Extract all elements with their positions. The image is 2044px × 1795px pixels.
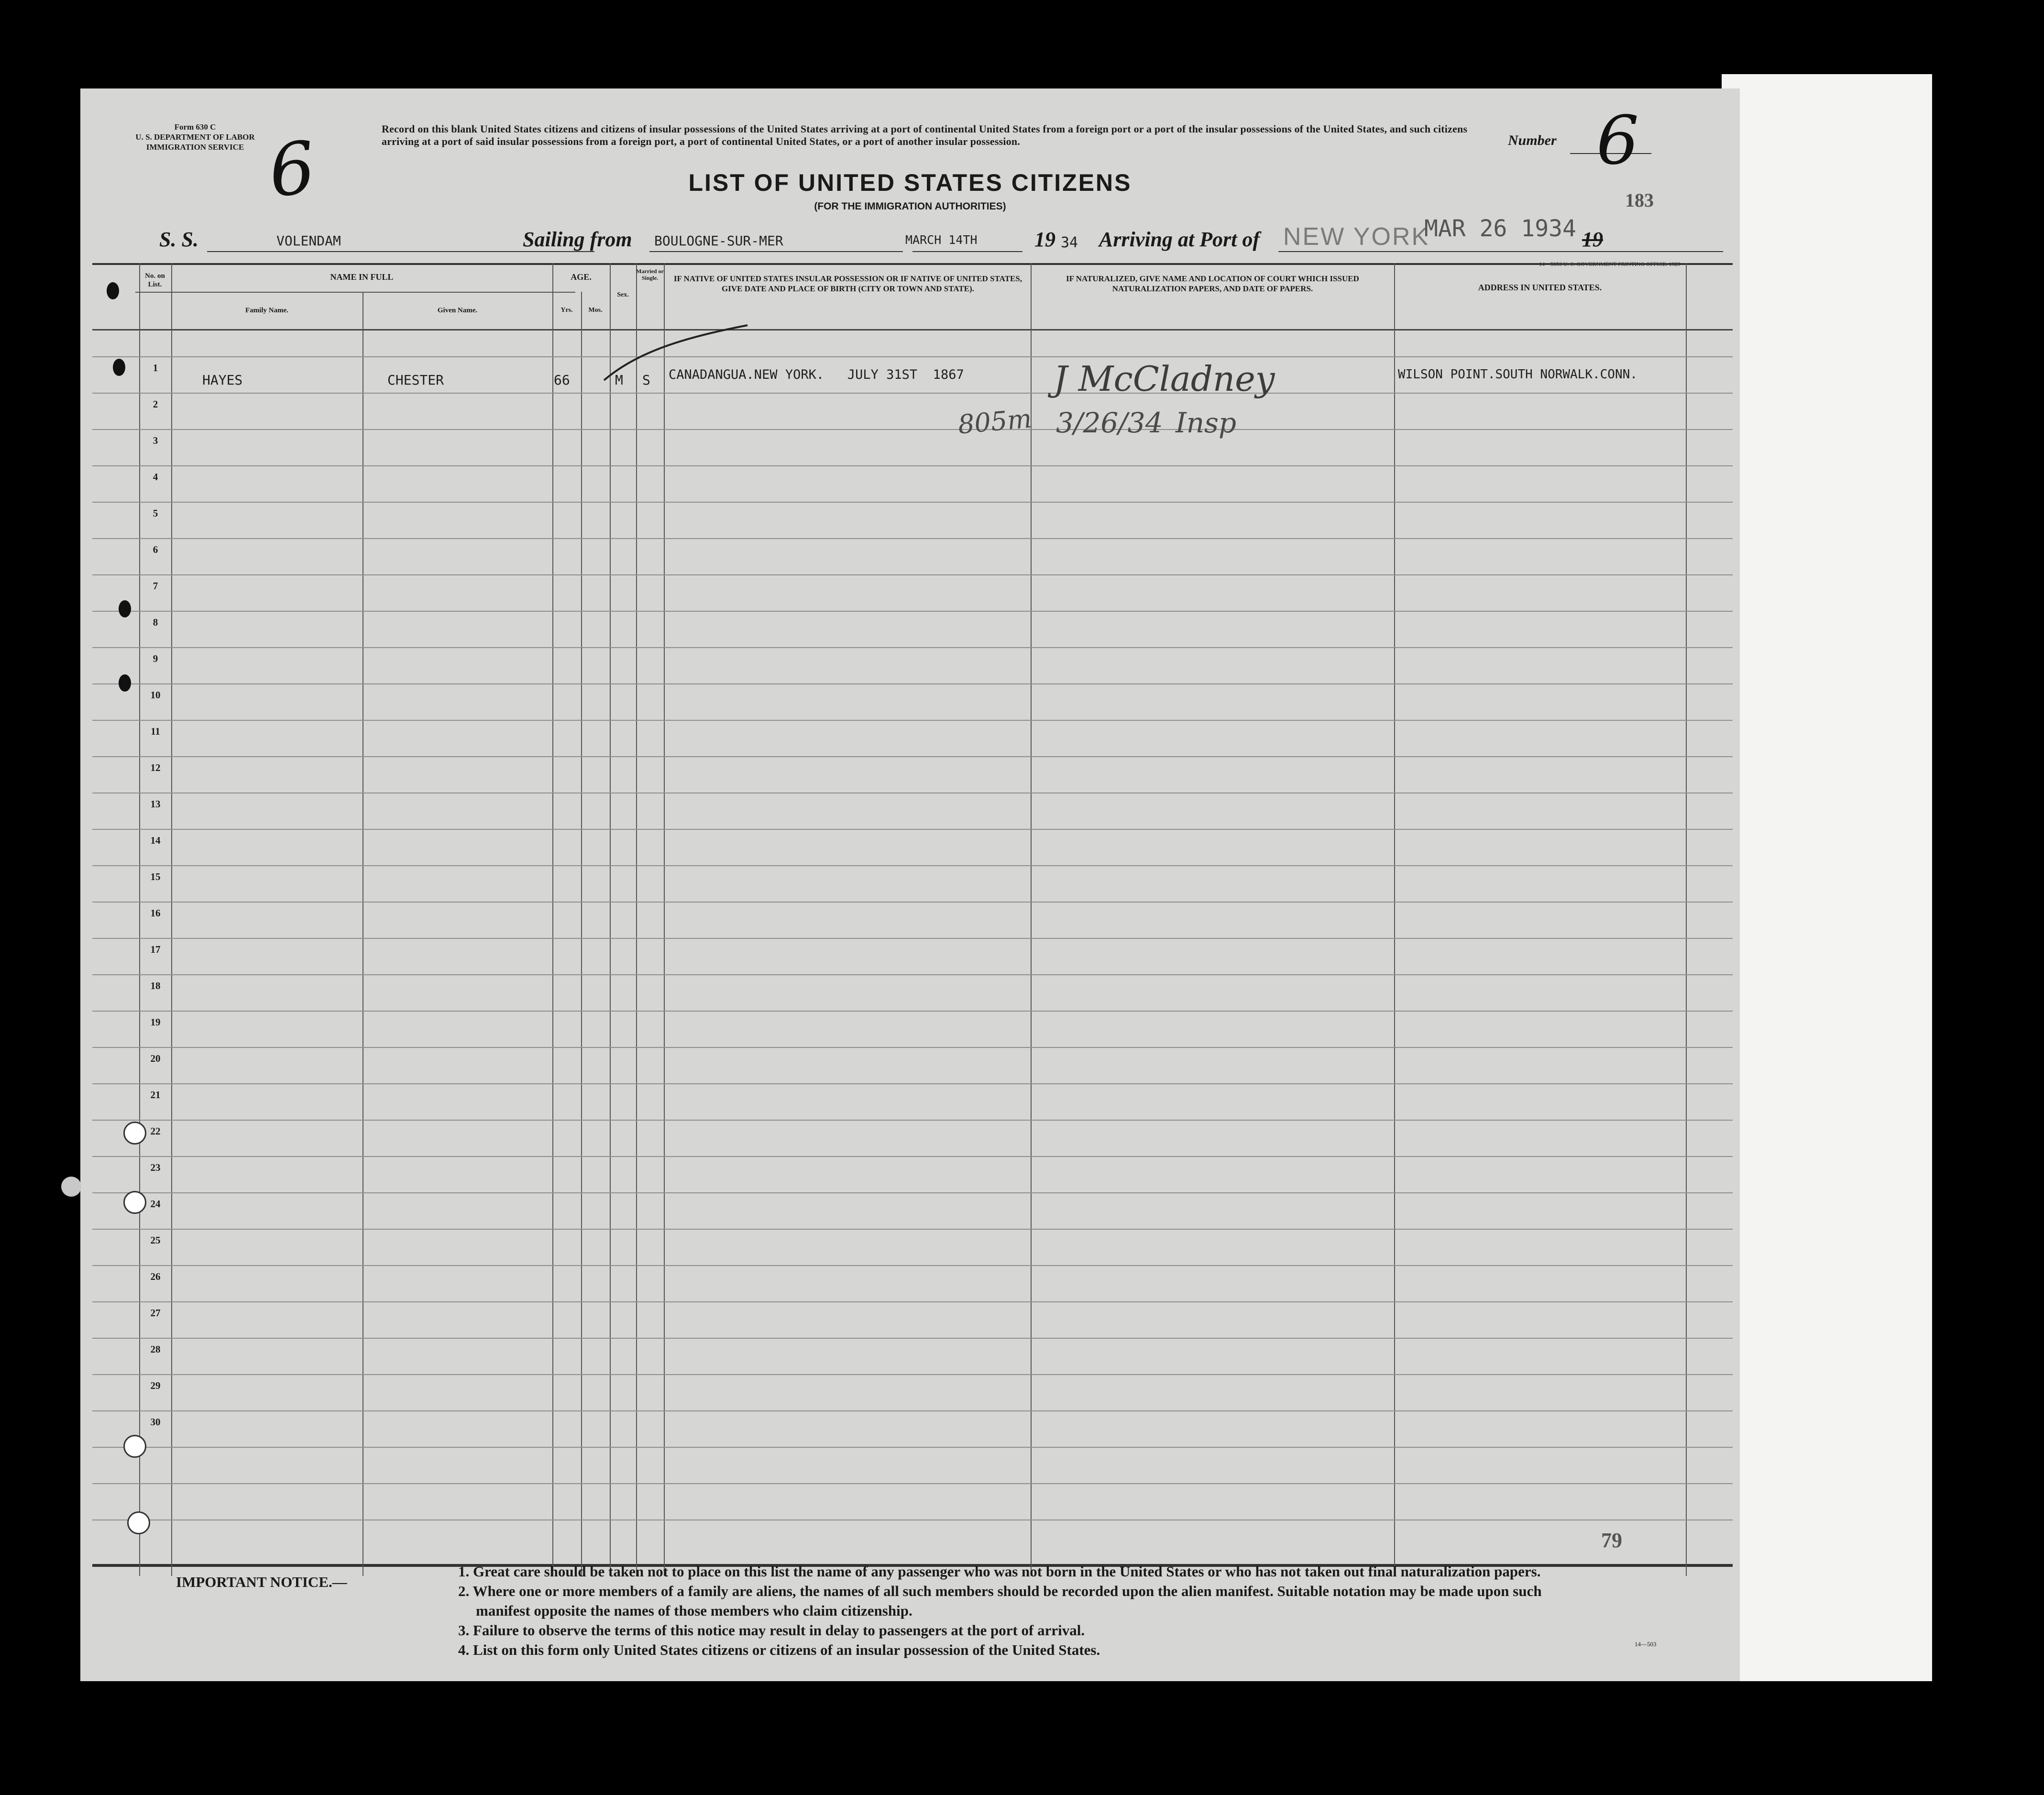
col-line-11 [1686,263,1687,1576]
arrival-underline [1278,251,1723,252]
binder-hole [123,1435,146,1458]
notice-item-3: 3. Failure to observe the terms of this notice may result in delay to passengers at the port of arrival. [458,1622,1085,1639]
form-instructions: Record on this blank United States citizens and citizens of insular possessions of the United States arriving at a port of continental United States from a foreign port or a port of the insular possessions of the United States, and such citizens arriving at a port of said insular possessions from a foreign port, a port of continental United States, or a port of another insular possession. [382,123,1468,147]
row-line [92,1229,1733,1230]
row-line [92,1011,1733,1012]
entry-birth-place-date: CANADANGUA.NEW YORK. JULY 31ST 1867 [669,367,964,382]
row-number: 25 [150,1234,161,1246]
row-number: 15 [150,871,161,882]
header-sex: Sex. [617,291,629,298]
row-number: 28 [150,1343,161,1355]
row-number: 6 [153,544,158,555]
notice-form-code: 14—503 [1635,1641,1657,1648]
header-native: IF NATIVE OF UNITED STATES INSULAR POSSESSION OR IF NATIVE OF UNITED STATES, GIVE DATE AND PLACE OF BIRTH (CITY OR TOWN AND STATE). [673,274,1022,293]
row-number: 7 [153,580,158,592]
sailing-port-underline [649,251,903,252]
row-number: 29 [150,1380,161,1391]
row-number: 16 [150,907,161,919]
subheader-rule-name [135,292,575,293]
page-stamp: 183 [1625,189,1654,211]
trailing-year: 19 [1582,228,1603,251]
entry-marital-status: S [642,372,650,388]
notice-item-1: 1. Great care should be taken not to place on this list the name of any passenger who was not born in the United States or who has not taken out final naturalization papers. [458,1563,1541,1580]
pen-stroke [599,323,752,385]
header-no-on-list: No. on List. [145,272,165,288]
row-line [92,902,1733,903]
row-line [92,1374,1733,1375]
handwritten-date: 3/26/34 [1056,407,1163,439]
binder-hole [127,1511,150,1534]
header-address: ADDRESS IN UNITED STATES. [1478,283,1602,292]
row-line [92,1301,1733,1302]
binder-hole [123,1122,146,1145]
manifest-page [80,88,1740,1681]
col-line-1 [139,263,140,1576]
row-number: 23 [150,1162,161,1173]
row-line [92,1120,1733,1121]
row-number: 3 [153,435,158,446]
row-line [92,1156,1733,1157]
entry-family-name: HAYES [202,372,243,388]
form-title: LIST OF UNITED STATES CITIZENS [688,169,1132,196]
header-family-name: Family Name. [245,307,288,314]
row-line [92,429,1733,430]
backing-sheet [1722,74,1932,1681]
number-value: 6 [1596,102,1639,180]
entry-address: WILSON POINT.SOUTH NORWALK.CONN. [1398,367,1637,382]
handwritten-title: Insp [1176,407,1237,439]
row-line [92,1483,1733,1484]
number-label: Number [1508,132,1557,148]
row-number: 13 [150,798,161,810]
entry-age-years: 66 [554,372,570,388]
department-name: U. S. DEPARTMENT OF LABOR [135,132,255,142]
handwritten-code: 805m [956,403,1033,440]
punch-hole-mark [119,600,131,617]
row-line [92,1410,1733,1411]
printing-office-note: 14—5056 U. S. GOVERNMENT PRINTING OFFICE: 1929 [1539,261,1681,267]
row-number: 10 [150,689,161,701]
row-number: 9 [153,653,158,664]
form-number: Form 630 C [174,122,216,132]
row-number: 24 [150,1198,161,1210]
punch-hole-mark [113,359,125,376]
ship-name: VOLENDAM [276,233,341,249]
form-subtitle: (FOR THE IMMIGRATION AUTHORITIES) [814,201,1006,212]
header-yrs: Yrs. [560,307,573,314]
sailing-port: BOULOGNE-SUR-MER [654,233,783,249]
col-line-2 [171,263,172,1576]
row-number: 4 [153,471,158,483]
row-number: 5 [153,507,158,519]
row-number: 21 [150,1089,161,1101]
row-line [92,647,1733,648]
year-prefix: 19 [1034,228,1055,251]
header-name-in-full: NAME IN FULL [330,272,394,282]
row-line [92,393,1733,394]
subheader-rule-age [547,292,575,293]
row-number: 1 [153,362,158,374]
header-given-name: Given Name. [437,307,478,314]
row-number: 20 [150,1053,161,1064]
arrival-port-stamp: NEW YORK [1283,223,1430,251]
row-number: 26 [150,1271,161,1282]
punch-hole-mark [107,282,119,299]
header-age: AGE. [571,272,592,282]
row-line [92,1047,1733,1048]
passenger-table [92,263,1733,1576]
row-line [92,974,1733,975]
table-top-border [92,263,1733,265]
sailing-date-underline [912,251,1022,252]
row-line [92,538,1733,539]
sailing-date: MARCH 14TH [905,233,978,247]
row-line [92,938,1733,939]
col-line-4 [552,263,553,1576]
year-suffix: 34 [1061,234,1078,251]
row-number: 22 [150,1125,161,1137]
header-mos: Mos. [588,307,603,314]
row-number: 27 [150,1307,161,1319]
col-line-6 [610,263,611,1576]
arrival-date-stamp: MAR 26 1934 [1424,215,1576,242]
row-line [92,356,1733,357]
row-number: 18 [150,980,161,991]
row-line [92,1083,1733,1084]
row-line [92,1192,1733,1193]
col-line-7 [636,263,637,1576]
row-number: 12 [150,762,161,773]
col-line-8 [664,263,665,1576]
punch-hole-mark [119,674,131,692]
notice-item-4: 4. List on this form only United States citizens or citizens of an insular possession of the United States. [458,1641,1100,1658]
stray-hole [61,1177,81,1197]
handwritten-form-mark: 6 [265,126,319,214]
row-number: 8 [153,617,158,628]
arriving-label: Arriving at Port of [1099,228,1260,251]
row-line [92,574,1733,575]
col-line-9 [1031,263,1032,1576]
inspector-signature: J McCladney [1054,359,1275,399]
row-line [92,1447,1733,1448]
sailing-label: Sailing from [523,228,632,251]
row-line [92,865,1733,866]
col-line-10 [1394,263,1395,1576]
header-married-single: Married or Single. [636,268,664,281]
row-number: 14 [150,835,161,846]
row-line [92,1338,1733,1339]
entry-sex: M [615,372,623,388]
header-rule [92,329,1733,330]
row-line [92,829,1733,830]
ss-label: S. S. [159,228,198,251]
row-number: 2 [153,398,158,410]
row-line [92,683,1733,684]
service-name: IMMIGRATION SERVICE [146,143,244,152]
col-line-5 [581,292,582,1576]
row-number: 17 [150,944,161,955]
row-line [92,1265,1733,1266]
row-line [92,756,1733,757]
row-line [92,720,1733,721]
row-number: 30 [150,1416,161,1428]
header-naturalized: IF NATURALIZED, GIVE NAME AND LOCATION OF COURT WHICH ISSUED NATURALIZATION PAPERS, AND DATE OF PAPERS. [1066,274,1359,293]
row-line [92,465,1733,466]
row-line [92,502,1733,503]
notice-item-2-cont: manifest opposite the names of those members who claim citizenship. [476,1602,912,1619]
notice-label: IMPORTANT NOTICE.— [176,1574,347,1590]
row-number: 11 [151,726,160,737]
entry-given-name: CHESTER [387,372,444,388]
form-identifier [109,122,281,152]
notice-item-2: 2. Where one or more members of a family are aliens, the names of all such members should be recorded upon the alien manifest. Suitable notation may be made upon such [458,1583,1542,1599]
row-line [92,611,1733,612]
bottom-page-number: 79 [1601,1529,1622,1552]
binder-hole [123,1191,146,1214]
row-number: 19 [150,1016,161,1028]
